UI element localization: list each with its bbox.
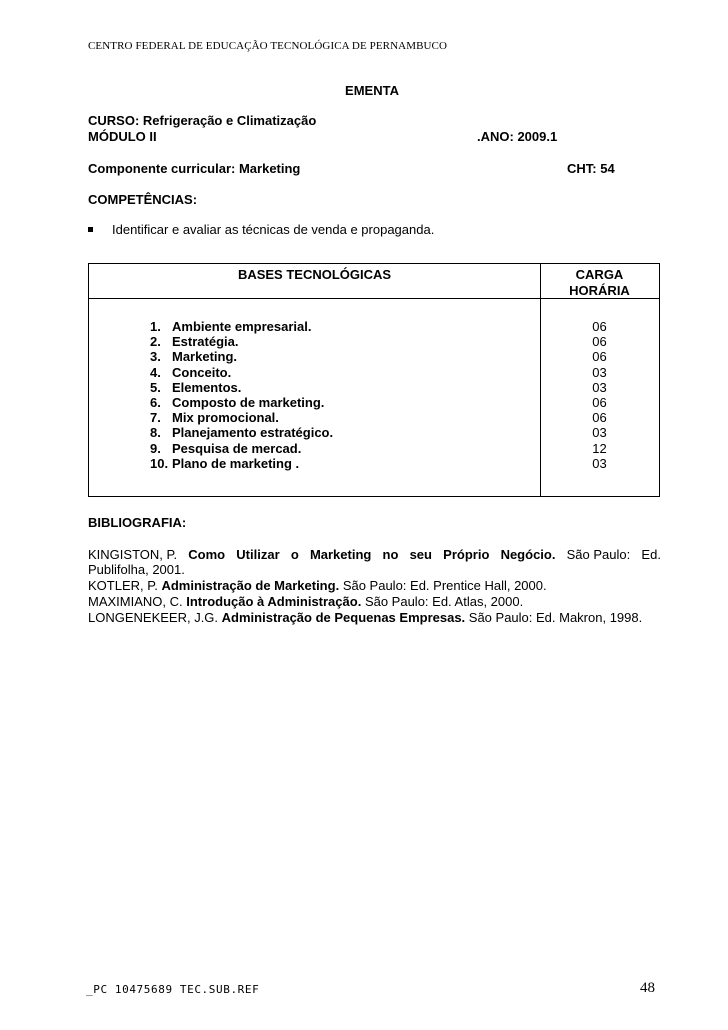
bibliografia-heading: BIBLIOGRAFIA: bbox=[88, 515, 187, 530]
hours-value: 03 bbox=[592, 425, 607, 441]
bib-title-word: seu bbox=[409, 547, 432, 562]
footer-code: _PC 10475689 TEC.SUB.REF bbox=[86, 983, 260, 996]
item-topic: Composto de marketing. bbox=[172, 394, 325, 410]
bib-title: Administração de Pequenas Empresas. bbox=[221, 610, 466, 625]
hours-value: 06 bbox=[592, 394, 607, 410]
hours-value: 12 bbox=[592, 440, 607, 456]
module-label: MÓDULO II bbox=[88, 129, 157, 144]
item-topic: Pesquisa de mercad. bbox=[172, 440, 302, 456]
bib-title-word: o bbox=[290, 547, 299, 562]
item-number: 10. bbox=[150, 455, 169, 471]
hours-column bbox=[540, 319, 659, 471]
square-bullet-icon bbox=[88, 227, 93, 232]
bib-publisher-part: Ed. bbox=[641, 547, 661, 562]
bases-table bbox=[88, 263, 660, 497]
bib-title-word: Utilizar bbox=[236, 547, 280, 562]
bib-author: LONGENEKEER, J.G. bbox=[88, 610, 219, 625]
list-item bbox=[150, 349, 333, 364]
document-title: EMENTA bbox=[345, 83, 399, 98]
item-number: 8. bbox=[150, 425, 161, 441]
item-topic: Ambiente empresarial. bbox=[172, 319, 312, 334]
course-name: CURSO: Refrigeração e Climatização bbox=[88, 113, 317, 128]
hours-value: 03 bbox=[592, 455, 607, 471]
item-topic: Elementos. bbox=[172, 379, 242, 395]
institution-header: CENTRO FEDERAL DE EDUCAÇÃO TECNOLÓGICA DE PERNAMBUCO bbox=[88, 40, 448, 52]
topics-list bbox=[150, 319, 333, 471]
list-item bbox=[150, 334, 333, 349]
bib-author: MAXIMIANO, C. bbox=[88, 594, 183, 609]
competencia-item: Identificar e avaliar as técnicas de venda e propaganda. bbox=[112, 222, 435, 237]
bib-publisher: São Paulo: Ed. Makron, 1998. bbox=[468, 610, 643, 625]
bib-title-word: Marketing bbox=[309, 547, 372, 562]
page-number: 48 bbox=[640, 980, 655, 996]
hours-value: 03 bbox=[592, 364, 607, 380]
bib-author: KOTLER, P. bbox=[88, 578, 158, 593]
bib-title: Administração de Marketing. bbox=[161, 578, 340, 593]
item-number: 5. bbox=[150, 379, 161, 395]
item-topic: Planejamento estratégico. bbox=[172, 425, 334, 441]
header-carga-line2: HORÁRIA bbox=[569, 283, 630, 298]
bib-publisher: São Paulo: Ed. Prentice Hall, 2000. bbox=[342, 578, 547, 593]
list-item bbox=[150, 441, 333, 456]
item-number: 7. bbox=[150, 410, 161, 426]
list-item bbox=[150, 319, 333, 334]
bib-title-word: Como bbox=[188, 547, 226, 562]
list-item bbox=[150, 425, 333, 440]
bib-title-word: no bbox=[382, 547, 399, 562]
curricular-component: Componente curricular: Marketing bbox=[88, 161, 301, 176]
competencias-heading: COMPETÊNCIAS: bbox=[88, 192, 198, 207]
item-topic: Conceito. bbox=[172, 364, 232, 380]
bibliography-entry bbox=[88, 578, 547, 594]
item-number: 6. bbox=[150, 394, 161, 410]
item-topic: Mix promocional. bbox=[172, 410, 279, 426]
item-number: 9. bbox=[150, 440, 161, 456]
item-number: 2. bbox=[150, 334, 161, 350]
bib-publisher-part: São Paulo: bbox=[566, 547, 631, 562]
list-item bbox=[150, 395, 333, 410]
bib-title-word: Próprio bbox=[443, 547, 490, 562]
bibliography-entry bbox=[88, 594, 523, 610]
bib-title: Introdução à Administração. bbox=[186, 594, 362, 609]
header-carga-line1: CARGA bbox=[575, 267, 624, 282]
item-number: 1. bbox=[150, 319, 161, 334]
bib-author: KINGISTON, P. bbox=[88, 547, 178, 562]
year-label: .ANO: 2009.1 bbox=[477, 129, 558, 144]
bibliography-entry-continuation: Publifolha, 2001. bbox=[88, 562, 185, 577]
item-number: 4. bbox=[150, 364, 161, 380]
bib-title-word: Negócio. bbox=[500, 547, 556, 562]
hours-value: 06 bbox=[592, 319, 607, 334]
list-item bbox=[150, 380, 333, 395]
item-number: 3. bbox=[150, 349, 161, 365]
header-carga-horaria bbox=[540, 267, 659, 299]
hours-value: 06 bbox=[592, 334, 607, 350]
hours-value: 06 bbox=[592, 410, 607, 426]
list-item bbox=[150, 365, 333, 380]
bibliography-entry bbox=[88, 547, 661, 563]
item-topic: Estratégia. bbox=[172, 334, 239, 350]
hours-value: 06 bbox=[592, 349, 607, 365]
header-bases-tecnologicas: BASES TECNOLÓGICAS bbox=[237, 267, 392, 282]
list-item bbox=[150, 456, 333, 471]
hours-value: 03 bbox=[592, 379, 607, 395]
bib-publisher: São Paulo: Ed. Atlas, 2000. bbox=[364, 594, 524, 609]
list-item bbox=[150, 410, 333, 425]
item-topic: Plano de marketing . bbox=[172, 455, 300, 471]
item-topic: Marketing. bbox=[172, 349, 238, 365]
bibliography-entry bbox=[88, 610, 642, 626]
total-hours: CHT: 54 bbox=[567, 161, 615, 176]
